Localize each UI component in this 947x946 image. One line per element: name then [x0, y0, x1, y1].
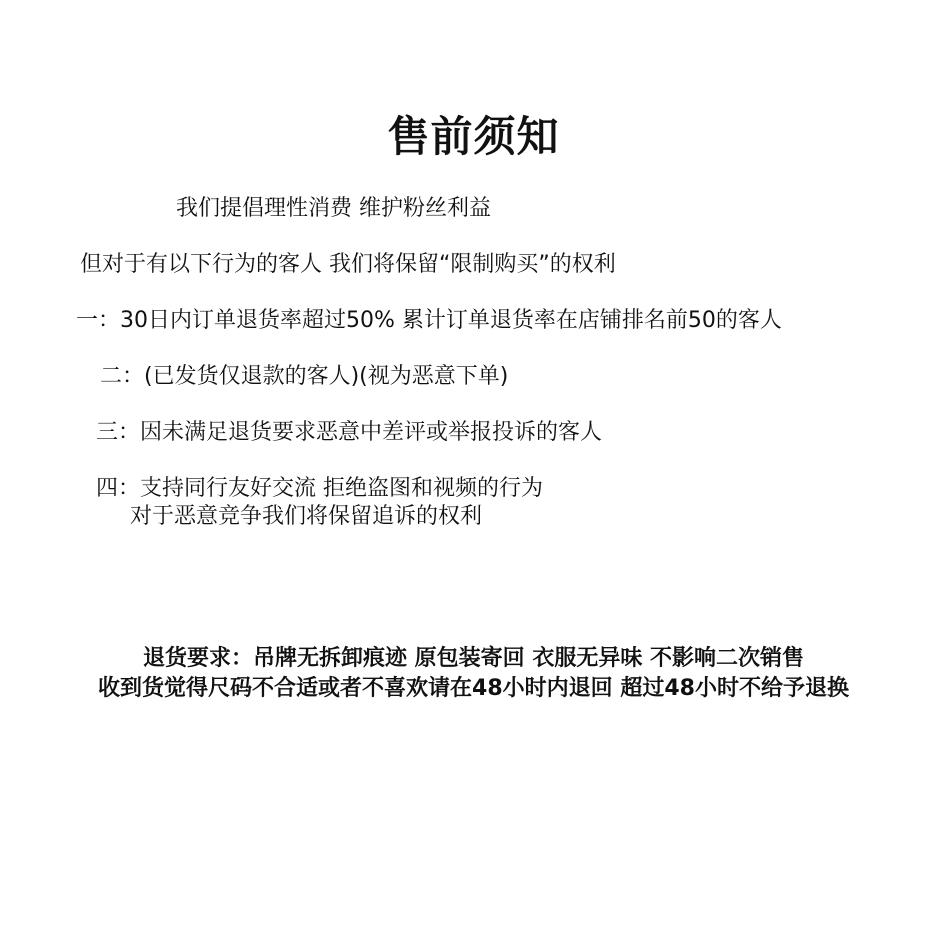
rule-4: 四：支持同行友好交流 拒绝盗图和视频的行为 — [96, 476, 543, 501]
rule-4-continuation: 对于恶意竞争我们将保留追诉的权利 — [130, 504, 483, 529]
intro-line-2: 但对于有以下行为的客人 我们将保留“限制购买”的权利 — [80, 252, 616, 277]
return-requirements: 退货要求：吊牌无拆卸痕迹 原包装寄回 衣服无异味 不影响二次销售 — [143, 646, 804, 671]
rule-1: 一：30日内订单退货率超过50% 累计订单退货率在店铺排名前50的客人 — [76, 308, 782, 333]
rule-2: 二：(已发货仅退款的客人)(视为恶意下单) — [100, 364, 509, 389]
page-title: 售前须知 — [387, 112, 560, 161]
intro-line-1: 我们提倡理性消费 维护粉丝利益 — [176, 196, 491, 221]
return-policy: 收到货觉得尺码不合适或者不喜欢请在48小时内退回 超过48小时不给予退换 — [98, 676, 849, 701]
rule-3: 三：因未满足退货要求恶意中差评或举报投诉的客人 — [96, 420, 603, 445]
